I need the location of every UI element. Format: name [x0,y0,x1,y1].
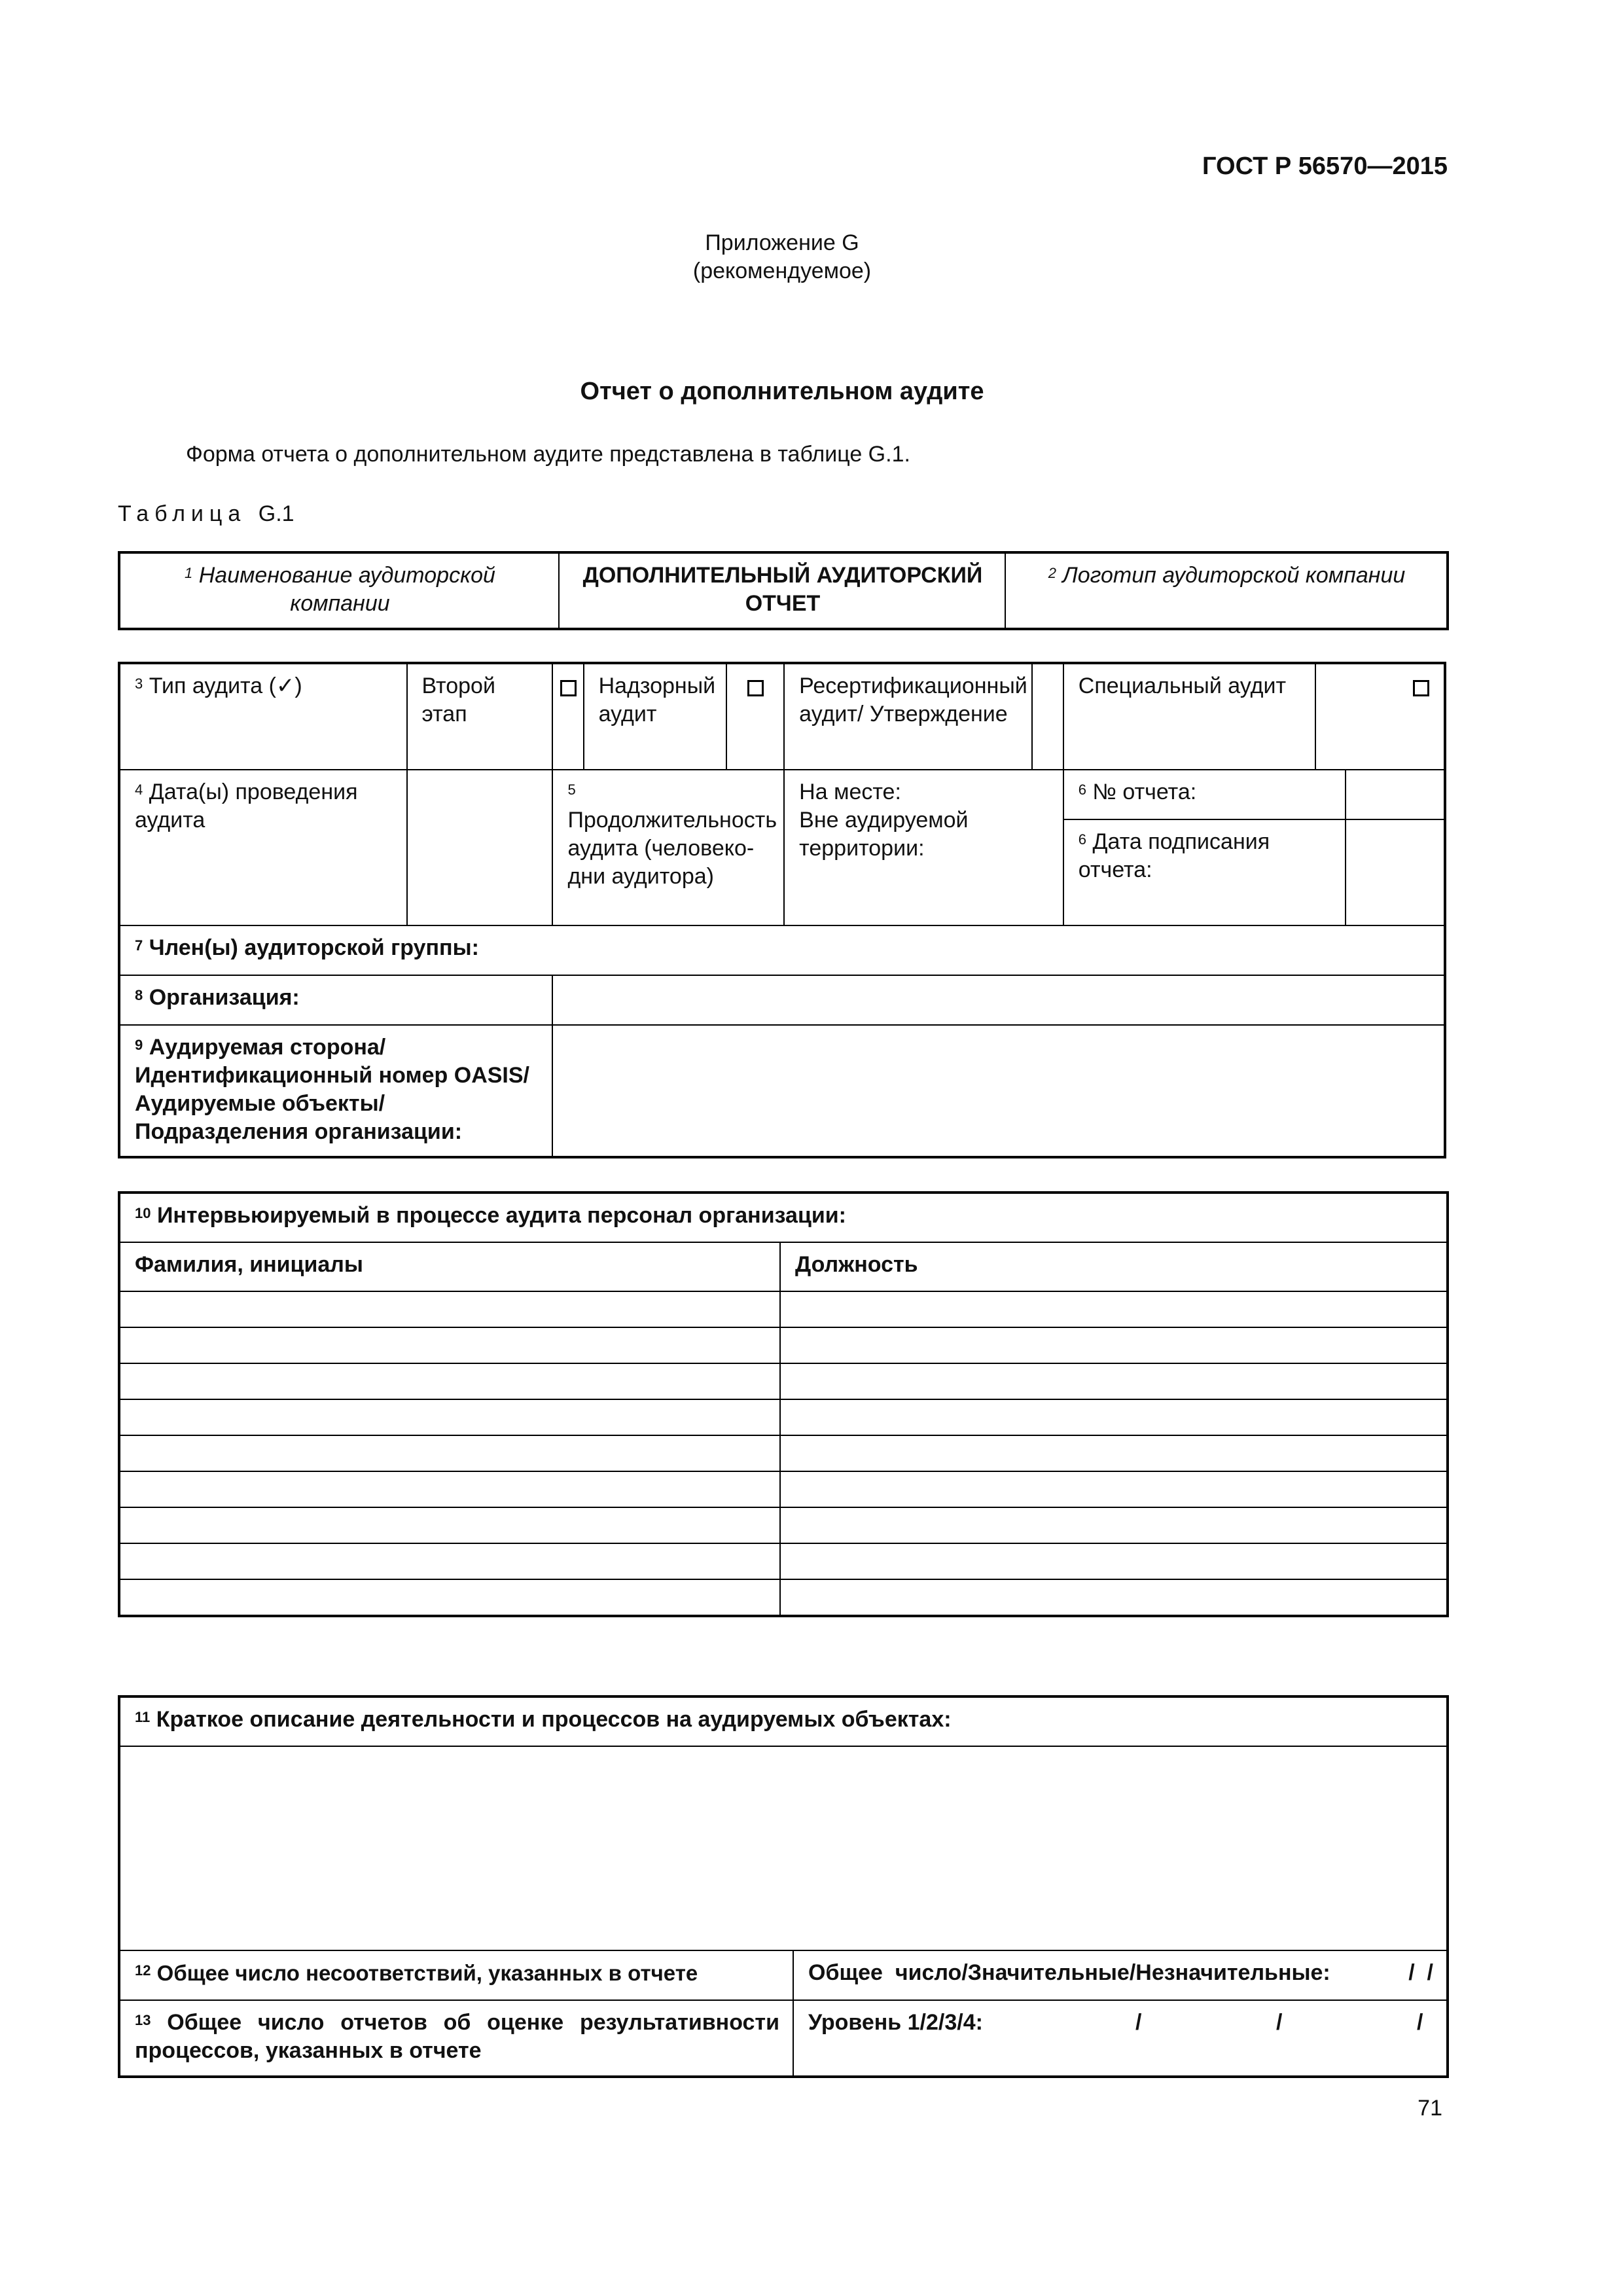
report-number-value[interactable] [1346,770,1445,819]
report-signing-date-label: $^6$ Дата подписания отчета: [1063,819,1346,925]
report-signing-date-value[interactable] [1346,819,1445,925]
nonconformities-separators: / / [1408,1960,1433,1985]
nonconformities-value-field[interactable] [793,1950,1448,2000]
checkbox-icon [560,680,577,696]
type-option-second-stage: Второй этап [407,663,553,770]
checkbox-surveillance[interactable] [726,663,784,770]
offsite-label: Вне аудируемой территории: [799,808,969,861]
position-cell[interactable] [780,1399,1448,1435]
type-option-recertification: Ресертификационный аудит/ Утверждение [784,663,1031,770]
position-cell[interactable] [780,1507,1448,1543]
summary-table [118,1695,1449,2078]
document-title: Отчет о дополнительном аудите [580,378,984,405]
position-cell[interactable] [780,1543,1448,1579]
audit-dates-label: $^4$ Дата(ы) проведения аудита [119,770,407,925]
report-number-label: $^6$ № отчета: [1063,770,1346,819]
name-cell[interactable] [119,1579,780,1616]
name-cell[interactable] [119,1543,780,1579]
checkbox-special[interactable] [1315,663,1445,770]
audit-team-members-field[interactable]: $^7$ Член(ы) аудиторской группы: [119,925,1445,975]
level-separator: / [1135,2010,1142,2035]
audit-location-field[interactable] [784,770,1063,925]
checkbox-icon [747,680,764,696]
organization-value[interactable] [552,975,1445,1025]
nonconformities-value-label: Общее число/Значительные/Незначительные: [808,1960,1330,1985]
audit-dates-value[interactable] [407,770,553,925]
checkbox-second-stage[interactable] [552,663,583,770]
activities-description-heading: $^{11}$ Краткое описание деятельности и процессов на аудируемых объектах: [119,1696,1448,1746]
name-cell[interactable] [119,1507,780,1543]
page-number: 71 [1418,2096,1442,2121]
table-row [119,1327,1448,1363]
appendix-title: Приложение G [705,230,859,255]
level-label: Уровень 1/2/3/4: [808,2010,983,2035]
audit-duration-label: $^5$ Продолжительность аудита (человеко-дни аудитора) [552,770,784,925]
position-cell[interactable] [780,1327,1448,1363]
table-caption-word: Таблица [118,501,247,526]
position-cell[interactable] [780,1471,1448,1507]
audited-party-label: $^9$ Аудируемая сторона/ Идентификационный номер OASIS/Аудируемые объекты/ Подразделения организации: [119,1025,552,1157]
position-cell[interactable] [780,1363,1448,1399]
process-effectiveness-value-field[interactable] [793,2000,1448,2077]
name-cell[interactable] [119,1399,780,1435]
level-separator: / [1276,2010,1283,2035]
column-header-name: Фамилия, инициалы [119,1242,780,1291]
standard-number: ГОСТ Р 56570—2015 [1202,152,1448,180]
intro-text: Форма отчета о дополнительном аудите представлена в таблице G.1. [186,442,910,467]
checkbox-icon [1413,680,1429,696]
table-caption [118,501,294,527]
type-option-surveillance: Надзорный аудит [584,663,727,770]
position-cell[interactable] [780,1435,1448,1471]
report-header-table [118,551,1449,630]
table-caption-number: G.1 [258,501,294,526]
position-cell[interactable] [780,1579,1448,1616]
table-row [119,1543,1448,1579]
appendix-status: (рекомендуемое) [692,259,872,283]
table-row [119,1579,1448,1616]
checkbox-recertification[interactable] [1032,663,1063,770]
appendix-heading [0,229,1564,285]
column-header-position: Должность [780,1242,1448,1291]
table-row [119,1291,1448,1327]
audit-info-table [118,662,1446,1158]
activities-description-value[interactable] [119,1746,1448,1950]
table-row [119,1435,1448,1471]
table-row [119,1363,1448,1399]
nonconformities-label: $^{12}$ Общее число несоответствий, указанных в отчете [119,1950,793,2000]
organization-label: $^8$ Организация: [119,975,552,1025]
name-cell[interactable] [119,1363,780,1399]
onsite-label: На месте: [799,780,901,804]
table-row [119,1399,1448,1435]
table-row [119,1471,1448,1507]
interviewed-staff-heading: $^{10}$ Интервьюируемый в процессе аудита персонал организации: [119,1193,1448,1242]
process-effectiveness-label: $^{13}$ Общее число отчетов об оценке результативности процессов, указанных в отчете [119,2000,793,2077]
audit-company-logo-field[interactable]: $^2$ Логотип аудиторской компании [1005,552,1448,629]
name-cell[interactable] [119,1291,780,1327]
level-separator: / [1417,2010,1423,2035]
audited-party-value[interactable] [552,1025,1445,1157]
report-type-title: ДОПОЛНИТЕЛЬНЫЙ АУДИТОРСКИЙ ОТЧЕТ [559,552,1005,629]
type-option-special: Специальный аудит [1063,663,1315,770]
name-cell[interactable] [119,1327,780,1363]
name-cell[interactable] [119,1435,780,1471]
interviewed-staff-table [118,1191,1449,1617]
audit-company-name-field[interactable]: $^1$ Наименование аудиторской компании [119,552,559,629]
position-cell[interactable] [780,1291,1448,1327]
name-cell[interactable] [119,1471,780,1507]
audit-type-label: $^3$ Тип аудита (✓) [119,663,407,770]
table-row [119,1507,1448,1543]
